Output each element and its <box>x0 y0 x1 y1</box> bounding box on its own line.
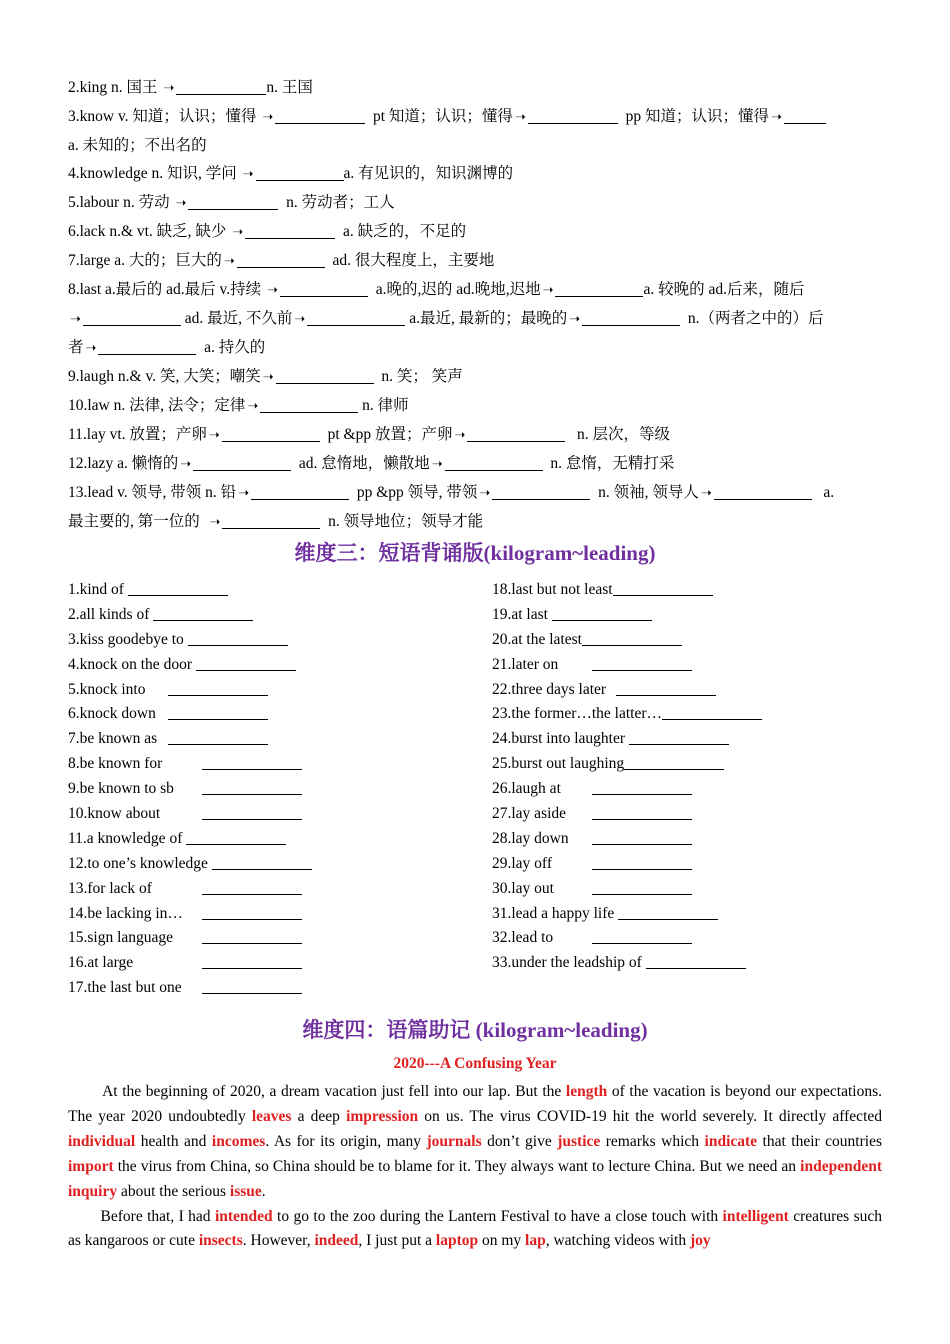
arrow-icon: ➝ <box>180 457 192 472</box>
keyword: impression <box>346 1107 419 1125</box>
fill-blank[interactable] <box>168 680 268 696</box>
arrow-icon: ➝ <box>208 428 220 443</box>
fill-blank[interactable] <box>202 978 302 994</box>
phrase-row: 11.a knowledge of <box>68 827 488 852</box>
arrow-icon: ➝ <box>223 254 235 269</box>
fill-blank[interactable] <box>492 483 590 500</box>
fill-blank[interactable] <box>202 779 302 795</box>
keyword: justice <box>557 1132 601 1150</box>
keyword: individual <box>68 1132 136 1150</box>
phrase-row: 26.laugh at <box>492 777 912 802</box>
vocab-line-10: 10.law n. 法律, 法令；定律 ➝ n. 律师 <box>68 397 409 414</box>
arrow-icon: ➝ <box>770 110 782 125</box>
arrow-icon: ➝ <box>242 167 254 182</box>
fill-blank[interactable] <box>202 879 302 895</box>
phrase-row: 22.three days later <box>492 678 912 703</box>
vocab-line-8: 8.last a.最后的 ad.最后 v.持续 ➝ a.晚的,迟的 ad.晚地,迟地 ➝ a. 较晚的 ad.后来，随后 <box>68 281 805 298</box>
phrase-row: 13.for lack of <box>68 877 488 902</box>
fill-blank[interactable] <box>592 804 692 820</box>
arrow-icon: ➝ <box>232 225 244 240</box>
arrow-icon: ➝ <box>247 399 259 414</box>
fill-blank[interactable] <box>202 754 302 770</box>
phrase-row: 1.kind of <box>68 578 488 603</box>
phrase-row: 4.knock on the door <box>68 653 488 678</box>
arrow-icon: ➝ <box>700 486 712 501</box>
fill-blank[interactable] <box>202 804 302 820</box>
phrase-row: 9.be known to sb <box>68 777 488 802</box>
fill-blank[interactable] <box>251 483 349 500</box>
phrase-row: 27.lay aside <box>492 802 912 827</box>
keyword: length <box>565 1083 608 1100</box>
phrase-row: 33.under the leadship of <box>492 951 912 976</box>
phrase-row: 23.the former…the latter… <box>492 702 912 727</box>
fill-blank[interactable] <box>592 779 692 795</box>
vocab-line-9: 9.laugh n.& v. 笑, 大笑；嘲笑 ➝ n. 笑； 笑声 <box>68 368 463 385</box>
fill-blank[interactable] <box>616 680 716 696</box>
fill-blank[interactable] <box>784 107 826 124</box>
keyword: insects <box>198 1232 243 1250</box>
section-heading-passage: 维度四：语篇助记 (kilogram~leading) <box>302 1018 648 1042</box>
vocab-line-13b: 最主要的, 第一位的 ➝ n. 领导地位；领导才能 <box>68 513 484 530</box>
arrow-icon: ➝ <box>175 196 187 211</box>
fill-blank[interactable] <box>275 107 365 124</box>
fill-blank[interactable] <box>592 829 692 845</box>
fill-blank[interactable] <box>202 928 302 944</box>
fill-blank[interactable] <box>83 309 181 326</box>
fill-blank[interactable] <box>196 655 296 671</box>
fill-blank[interactable] <box>260 396 358 413</box>
section-heading-phrases: 维度三：短语背诵版(kilogram~leading) <box>294 541 656 565</box>
vocab-line-4: 4.knowledge n. 知识, 学问 ➝ a. 有见识的，知识渊博的 <box>68 165 514 182</box>
fill-blank[interactable] <box>280 280 368 297</box>
fill-blank[interactable] <box>307 309 405 326</box>
passage-paragraph-1: At the beginning of 2020, a dream vacation just fell into our lap. But the length of the vacation is beyond our expectations. The year 2020 undoubtedly leaves a deep impression on us. The virus COVID-19 hit the world severely. It directly affected individual health and incomes. As for its origin, many journals don’t give justice remarks which indicate that their countries import the virus from China, so China should be to blame for it. They always want to lecture China. But we need an independent inquiry about the serious issue. <box>68 1083 883 1200</box>
phrase-row: 21.later on <box>492 653 912 678</box>
arrow-icon: ➝ <box>238 486 250 501</box>
fill-blank[interactable] <box>176 78 266 95</box>
vocab-line-5: 5.labour n. 劳动 ➝ n. 劳动者；工人 <box>68 194 395 211</box>
arrow-icon: ➝ <box>70 312 81 327</box>
keyword: issue <box>229 1182 262 1200</box>
keyword: indicate <box>704 1132 758 1150</box>
fill-blank[interactable] <box>582 309 680 326</box>
fill-blank[interactable] <box>276 367 374 384</box>
phrase-row: 30.lay out <box>492 877 912 902</box>
arrow-icon: ➝ <box>163 81 175 96</box>
fill-blank[interactable] <box>445 454 543 471</box>
phrase-row: 12.to one’s knowledge <box>68 852 488 877</box>
fill-blank[interactable] <box>624 754 724 770</box>
arrow-icon: ➝ <box>209 515 221 530</box>
fill-blank[interactable] <box>646 953 746 969</box>
keyword: import <box>68 1157 114 1175</box>
phrase-row: 24.burst into laughter <box>492 727 912 752</box>
phrase-row: 31.lead a happy life <box>492 902 912 927</box>
fill-blank[interactable] <box>128 580 228 596</box>
phrase-row: 16.at large <box>68 951 488 976</box>
arrow-icon: ➝ <box>85 341 97 356</box>
keyword: incomes <box>211 1132 266 1150</box>
fill-blank[interactable] <box>467 425 565 442</box>
fill-blank[interactable] <box>222 425 320 442</box>
phrase-row: 2.all kinds of <box>68 603 488 628</box>
vocab-line-3b: a. 未知的；不出名的 <box>68 137 207 154</box>
fill-blank[interactable] <box>98 338 196 355</box>
passage <box>68 1080 882 1254</box>
fill-blank[interactable] <box>629 729 729 745</box>
vocab-line-8b: ➝ ad. 最近, 不久前 ➝ a.最近, 最新的；最晚的 ➝ n.（两者之中的）后 <box>70 310 824 327</box>
vocab-line-7: 7.large a. 大的；巨大的 ➝ ad. 很大程度上，主要地 <box>68 252 495 269</box>
phrase-row: 32.lead to <box>492 926 912 951</box>
arrow-icon: ➝ <box>542 283 554 298</box>
phrase-row: 18.last but not least <box>492 578 912 603</box>
fill-blank[interactable] <box>552 605 652 621</box>
phrase-row: 17.the last but one <box>68 976 488 1001</box>
fill-blank[interactable] <box>528 107 618 124</box>
fill-blank[interactable] <box>714 483 812 500</box>
phrase-row: 10.know about <box>68 802 488 827</box>
phrase-row: 3.kiss goodebye to <box>68 628 488 653</box>
fill-blank[interactable] <box>662 704 762 720</box>
phrases-left-column <box>68 578 488 1001</box>
fill-blank[interactable] <box>592 854 692 870</box>
arrow-icon: ➝ <box>267 283 278 298</box>
passage-title: 2020---A Confusing Year <box>393 1055 557 1072</box>
keyword: indeed <box>314 1232 359 1250</box>
fill-blank[interactable] <box>555 280 643 297</box>
arrow-icon: ➝ <box>262 370 274 385</box>
phrase-row: 29.lay off <box>492 852 912 877</box>
arrow-icon: ➝ <box>569 312 581 327</box>
keyword: intelligent <box>722 1207 789 1225</box>
arrow-icon: ➝ <box>294 312 306 327</box>
keyword: journals <box>426 1132 482 1150</box>
fill-blank[interactable] <box>186 829 286 845</box>
keyword: leaves <box>251 1107 292 1125</box>
fill-blank[interactable] <box>256 164 344 181</box>
fill-blank[interactable] <box>168 729 268 745</box>
vocab-line-8c: 者 ➝ a. 持久的 <box>68 339 266 356</box>
fill-blank[interactable] <box>212 854 312 870</box>
keyword: independent inquiry <box>68 1157 882 1200</box>
fill-blank[interactable] <box>202 953 302 969</box>
fill-blank[interactable] <box>618 904 718 920</box>
phrase-row: 8.be known for <box>68 752 488 777</box>
vocab-line-12: 12.lazy a. 懒惰的 ➝ ad. 怠惰地，懒散地 ➝ n. 怠惰，无精打采 <box>68 455 675 472</box>
fill-blank[interactable] <box>222 512 320 529</box>
arrow-icon: ➝ <box>454 428 466 443</box>
fill-blank[interactable] <box>592 879 692 895</box>
fill-blank[interactable] <box>237 251 325 268</box>
phrases-right-column <box>492 578 912 976</box>
fill-blank[interactable] <box>202 904 302 920</box>
keyword: laptop <box>435 1232 479 1250</box>
phrase-row: 5.knock into <box>68 678 488 703</box>
phrase-row: 6.knock down <box>68 702 488 727</box>
keyword: lap <box>525 1232 546 1250</box>
vocab-line-2: 2.king n. 国王 ➝ n. 王国 <box>68 79 313 96</box>
vocab-line-13: 13.lead v. 领导, 带领 n. 铅 ➝ pp &pp 领导, 带领 ➝ n. 领袖, 领导人 ➝ a. <box>68 484 835 501</box>
arrow-icon: ➝ <box>262 110 274 125</box>
keyword: joy <box>689 1232 711 1250</box>
phrase-row: 7.be known as <box>68 727 488 752</box>
phrase-row: 28.lay down <box>492 827 912 852</box>
arrow-icon: ➝ <box>479 486 491 501</box>
fill-blank[interactable] <box>613 580 713 596</box>
fill-blank[interactable] <box>582 630 682 646</box>
keyword: intended <box>214 1207 273 1225</box>
phrase-row: 14.be lacking in… <box>68 902 488 927</box>
passage-paragraph-2: Before that, I had intended to go to the zoo during the Lantern Festival to have a close touch with intelligent creatures such as kangaroos or cute insects. However, indeed, I just put a laptop on my lap, watching videos with joy <box>68 1207 882 1250</box>
fill-blank[interactable] <box>188 630 288 646</box>
arrow-icon: ➝ <box>431 457 443 472</box>
fill-blank[interactable] <box>168 704 268 720</box>
vocab-line-11: 11.lay vt. 放置；产卵 ➝ pt &pp 放置；产卵 ➝ n. 层次，等级 <box>68 426 670 443</box>
phrase-row: 19.at last <box>492 603 912 628</box>
arrow-icon: ➝ <box>514 110 526 125</box>
phrase-row: 15.sign language <box>68 926 488 951</box>
phrase-row: 20.at the latest <box>492 628 912 653</box>
phrase-row: 25.burst out laughing <box>492 752 912 777</box>
vocab-line-6: 6.lack n.& vt. 缺乏, 缺少 ➝ a. 缺乏的，不足的 <box>68 223 467 240</box>
vocab-line-3: 3.know v. 知道；认识；懂得 ➝ pt 知道；认识；懂得 ➝ pp 知道；认识；懂得 ➝ <box>68 103 883 132</box>
fill-blank[interactable] <box>592 928 692 944</box>
fill-blank[interactable] <box>153 605 253 621</box>
fill-blank[interactable] <box>245 222 335 239</box>
vocabulary-section <box>68 74 883 537</box>
fill-blank[interactable] <box>592 655 692 671</box>
fill-blank[interactable] <box>193 454 291 471</box>
fill-blank[interactable] <box>188 193 278 210</box>
